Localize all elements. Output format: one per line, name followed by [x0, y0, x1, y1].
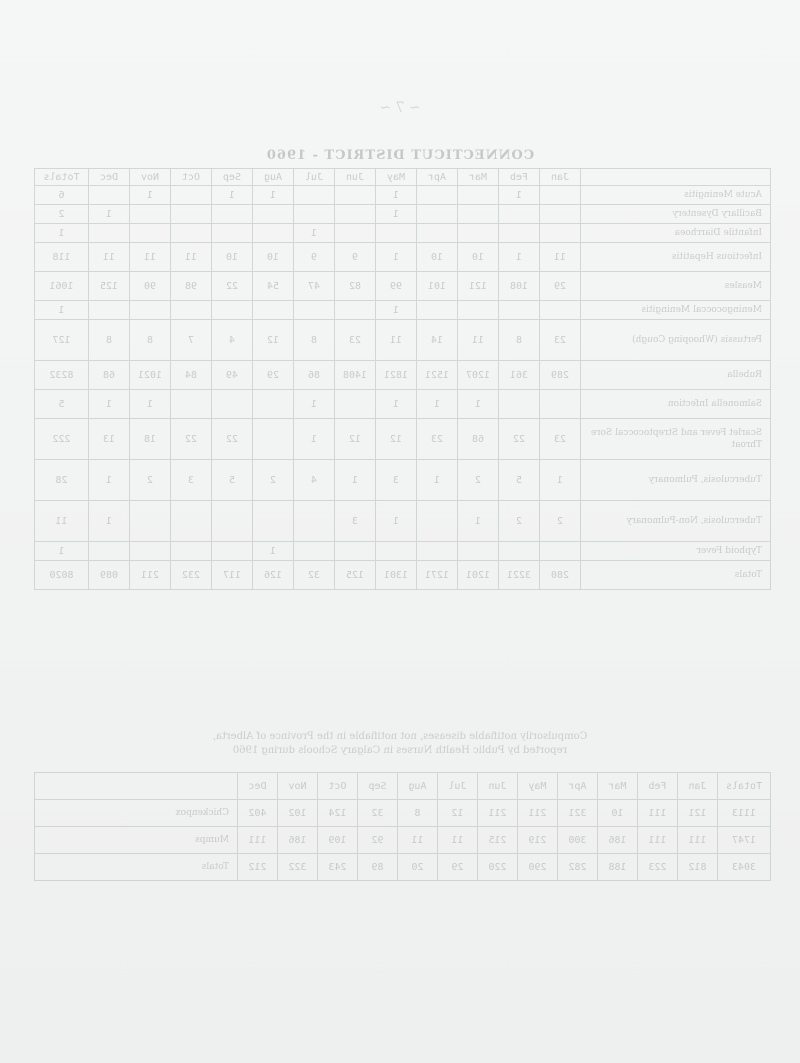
table-cell: 1 — [89, 460, 130, 501]
table-cell: 84 — [171, 361, 212, 390]
table-cell: 29 — [540, 272, 581, 301]
table-cell: 1 — [417, 390, 458, 419]
table-cell — [540, 542, 581, 561]
table-cell: 1747 — [718, 827, 771, 854]
table-cell: 8 — [294, 320, 335, 361]
table-cell: 1 — [376, 501, 417, 542]
table-cell: 121 — [458, 272, 499, 301]
table-cell: 29 — [438, 854, 478, 881]
table-cell: 1 — [294, 224, 335, 243]
table-cell: 10 — [458, 243, 499, 272]
table-cell: 1 — [417, 460, 458, 501]
table-cell: 1 — [376, 205, 417, 224]
table-cell: 22 — [212, 419, 253, 460]
table-cell: 280 — [540, 561, 581, 590]
table-row — [35, 186, 771, 205]
table-cell: 29 — [253, 361, 294, 390]
row-label: Infantile Diarrhoea — [581, 224, 771, 243]
table-cell: 3 — [376, 460, 417, 501]
table-cell: 12 — [253, 320, 294, 361]
table-cell: 68 — [89, 361, 130, 390]
table-cell: 220 — [478, 854, 518, 881]
header-cell: Apr — [558, 773, 598, 800]
table-cell: 1 — [294, 419, 335, 460]
table-cell — [89, 186, 130, 205]
table-cell: 5 — [499, 460, 540, 501]
table-row — [35, 205, 771, 224]
table-cell: 1 — [35, 542, 89, 561]
table-header-row — [35, 169, 771, 186]
table-cell: 11 — [540, 243, 581, 272]
header-cell: Mar — [598, 773, 638, 800]
table-cell — [294, 301, 335, 320]
table-cell: 12 — [376, 419, 417, 460]
table-cell — [171, 501, 212, 542]
table-cell: 68 — [458, 419, 499, 460]
table-cell — [499, 542, 540, 561]
row-label: Measles — [581, 272, 771, 301]
table-cell: 232 — [171, 561, 212, 590]
table-cell — [212, 390, 253, 419]
header-cell: Jun — [335, 169, 376, 186]
row-label: Pertussis (Whooping Cough) — [581, 320, 771, 361]
row-label: Acute Meningitis — [581, 186, 771, 205]
table-cell: 1 — [89, 390, 130, 419]
table-cell: 124 — [318, 800, 358, 827]
table-cell: 1 — [540, 460, 581, 501]
table-cell — [458, 205, 499, 224]
table-cell — [130, 301, 171, 320]
table-cell: 10 — [598, 800, 638, 827]
table-cell — [335, 390, 376, 419]
table-cell: 1 — [294, 390, 335, 419]
header-cell: Sep — [212, 169, 253, 186]
table-cell — [540, 224, 581, 243]
table-cell: 1 — [35, 224, 89, 243]
table-cell: 1408 — [335, 361, 376, 390]
table-cell: 1 — [253, 542, 294, 561]
table-cell: 1 — [499, 186, 540, 205]
row-label: Salmonella Infection — [581, 390, 771, 419]
table-cell — [171, 224, 212, 243]
table-cell: 22 — [212, 272, 253, 301]
row-label: Tuberculosis, Pulmonary — [581, 460, 771, 501]
table-cell — [417, 501, 458, 542]
table-cell: 2 — [458, 460, 499, 501]
table-cell: 5 — [212, 460, 253, 501]
table-cell: 812 — [678, 854, 718, 881]
table-cell: 22 — [499, 419, 540, 460]
table-cell — [253, 501, 294, 542]
table-cell: 1201 — [458, 561, 499, 590]
table-row — [35, 854, 771, 881]
table-cell: 126 — [253, 561, 294, 590]
table-cell: 18 — [130, 419, 171, 460]
row-label: Mumps — [35, 827, 238, 854]
table-cell — [130, 542, 171, 561]
table-cell: 111 — [678, 827, 718, 854]
page-number: ~ 7 ~ — [379, 100, 421, 116]
header-cell: Jul — [438, 773, 478, 800]
header-cell: Dec — [89, 169, 130, 186]
header-cell: Totals — [718, 773, 771, 800]
table-cell: 1113 — [718, 800, 771, 827]
table-cell: 11 — [438, 827, 478, 854]
table-cell — [253, 301, 294, 320]
header-cell: Dec — [238, 773, 278, 800]
table-cell: 3043 — [718, 854, 771, 881]
table-cell: 6 — [35, 186, 89, 205]
table-cell: 1207 — [458, 361, 499, 390]
table-cell — [417, 542, 458, 561]
table-row — [35, 243, 771, 272]
table-row — [35, 419, 771, 460]
table-cell: 211 — [518, 800, 558, 827]
table-cell: 121 — [678, 800, 718, 827]
page-title: CONNECTICUT DISTRICT - 1960 — [265, 148, 535, 163]
table-cell: 289 — [540, 361, 581, 390]
table-cell: 2 — [499, 501, 540, 542]
row-label: Tuberculosis, Non-Pulmonary — [581, 501, 771, 542]
table-cell: 11 — [89, 243, 130, 272]
table-row — [35, 390, 771, 419]
table-cell: 1 — [130, 390, 171, 419]
table-cell: 11 — [376, 320, 417, 361]
header-cell: Nov — [130, 169, 171, 186]
table-cell — [294, 501, 335, 542]
table-cell: 111 — [638, 800, 678, 827]
table-cell — [253, 224, 294, 243]
table-cell: 82 — [335, 272, 376, 301]
table-cell — [212, 542, 253, 561]
table-cell — [499, 224, 540, 243]
table-cell — [130, 205, 171, 224]
table-cell: 11 — [398, 827, 438, 854]
table-cell: 89 — [358, 854, 398, 881]
table-cell — [212, 224, 253, 243]
table-cell: 188 — [598, 854, 638, 881]
table-cell: 290 — [518, 854, 558, 881]
table-cell: 1 — [212, 186, 253, 205]
school-disease-table — [34, 772, 771, 881]
table-cell: 4 — [212, 320, 253, 361]
table-cell — [89, 224, 130, 243]
row-label: Totals — [581, 561, 771, 590]
table-cell: 86 — [294, 361, 335, 390]
table-cell — [458, 301, 499, 320]
table-cell: 2 — [540, 501, 581, 542]
table-cell: 12 — [438, 800, 478, 827]
table-cell: 1061 — [35, 272, 89, 301]
table-cell — [294, 205, 335, 224]
table-cell — [499, 301, 540, 320]
table-cell — [540, 186, 581, 205]
table-header-row — [35, 773, 771, 800]
table-cell: 215 — [478, 827, 518, 854]
table-row — [35, 272, 771, 301]
header-cell: Oct — [318, 773, 358, 800]
table-cell: 282 — [558, 854, 598, 881]
table-cell: 212 — [238, 854, 278, 881]
table-cell: 1 — [499, 243, 540, 272]
table-cell: 8 — [89, 320, 130, 361]
table-cell: 10 — [212, 243, 253, 272]
header-cell: Aug — [253, 169, 294, 186]
table-cell: 1 — [253, 186, 294, 205]
table-row — [35, 361, 771, 390]
row-label: Scarlet Fever and Streptococcal Sore Throat — [581, 419, 771, 460]
table-cell: 3 — [171, 460, 212, 501]
header-cell: Feb — [638, 773, 678, 800]
table-cell — [335, 186, 376, 205]
table-cell — [417, 186, 458, 205]
table-row — [35, 460, 771, 501]
table-cell: 54 — [253, 272, 294, 301]
table-cell: 125 — [89, 272, 130, 301]
table-cell — [294, 186, 335, 205]
note-line: reported by Public Health Nurses in Calgary Schools during 1960 — [232, 745, 568, 756]
table-cell — [253, 390, 294, 419]
table-cell — [335, 301, 376, 320]
note-line: Compulsorily notifiable diseases, not notifiable in the Province of Alberta, — [212, 731, 588, 742]
table-row — [35, 224, 771, 243]
table-cell — [458, 224, 499, 243]
table-cell — [294, 542, 335, 561]
header-cell-blank — [35, 773, 238, 800]
header-cell: Nov — [278, 773, 318, 800]
disease-table-body — [35, 186, 771, 590]
table-cell: 28 — [35, 460, 89, 501]
table-cell — [376, 224, 417, 243]
table-cell: 9 — [294, 243, 335, 272]
table-cell: 117 — [212, 561, 253, 590]
row-label: Typhoid Fever — [581, 542, 771, 561]
table-cell: 8 — [130, 320, 171, 361]
table-cell: 32 — [294, 561, 335, 590]
table-cell: 211 — [478, 800, 518, 827]
table-cell: 3221 — [499, 561, 540, 590]
table-cell: 186 — [598, 827, 638, 854]
table-cell: 111 — [238, 827, 278, 854]
table-cell — [335, 205, 376, 224]
table-cell: 23 — [417, 419, 458, 460]
table-cell: 7 — [171, 320, 212, 361]
table-cell — [335, 224, 376, 243]
table-cell: 14 — [417, 320, 458, 361]
table-cell: 322 — [278, 854, 318, 881]
table-cell: 11 — [130, 243, 171, 272]
table-cell: 1 — [376, 301, 417, 320]
table-cell — [499, 205, 540, 224]
table-cell: 1 — [376, 186, 417, 205]
table-cell: 11 — [458, 320, 499, 361]
table-cell: 12 — [335, 419, 376, 460]
header-cell: Jan — [678, 773, 718, 800]
table-cell — [253, 419, 294, 460]
table-row — [35, 542, 771, 561]
table-cell — [130, 224, 171, 243]
table-cell — [458, 186, 499, 205]
table-cell — [212, 301, 253, 320]
header-cell: Mar — [458, 169, 499, 186]
table-cell — [89, 542, 130, 561]
table-cell: 125 — [335, 561, 376, 590]
table-row — [35, 301, 771, 320]
table-cell — [130, 501, 171, 542]
table-cell: 32 — [358, 800, 398, 827]
table-cell — [171, 205, 212, 224]
table-cell: 1521 — [417, 361, 458, 390]
header-cell: Aug — [398, 773, 438, 800]
row-label: Totals — [35, 854, 238, 881]
header-cell: Sep — [358, 773, 398, 800]
table-cell: 23 — [540, 419, 581, 460]
row-label: Chickenpox — [35, 800, 238, 827]
header-cell: Feb — [499, 169, 540, 186]
table-cell — [212, 205, 253, 224]
table-cell: 1 — [35, 301, 89, 320]
table-cell: 11 — [35, 501, 89, 542]
table-row — [35, 561, 771, 590]
school-disease-table-body — [35, 800, 771, 881]
table-cell: 101 — [417, 272, 458, 301]
table-cell: 1 — [89, 501, 130, 542]
table-cell: 1 — [89, 205, 130, 224]
table-cell: 211 — [130, 561, 171, 590]
row-label: Rubella — [581, 361, 771, 390]
table-cell: 1271 — [417, 561, 458, 590]
table-cell: 22 — [171, 419, 212, 460]
table-cell — [335, 542, 376, 561]
table-cell — [417, 224, 458, 243]
table-cell: 219 — [518, 827, 558, 854]
table-cell — [540, 205, 581, 224]
table-cell: 10 — [417, 243, 458, 272]
header-cell: Jul — [294, 169, 335, 186]
table-cell: 102 — [278, 800, 318, 827]
table-cell: 4 — [294, 460, 335, 501]
table-cell — [171, 542, 212, 561]
table-cell: 47 — [294, 272, 335, 301]
table-cell: 10 — [253, 243, 294, 272]
table-cell: 23 — [335, 320, 376, 361]
table-cell: 20 — [398, 854, 438, 881]
table-cell: 13 — [89, 419, 130, 460]
table-cell: 8 — [398, 800, 438, 827]
table-cell: 2 — [253, 460, 294, 501]
table-cell: 1301 — [376, 561, 417, 590]
table-cell: 186 — [278, 827, 318, 854]
header-cell-blank — [581, 169, 771, 186]
table-cell: 1021 — [130, 361, 171, 390]
table-cell: 8232 — [35, 361, 89, 390]
row-label: Bacillary Dysentery — [581, 205, 771, 224]
header-cell: May — [518, 773, 558, 800]
table-cell: 300 — [558, 827, 598, 854]
table-cell: 108 — [499, 272, 540, 301]
table-cell — [89, 301, 130, 320]
table-cell: 92 — [358, 827, 398, 854]
table-cell: 109 — [318, 827, 358, 854]
table-cell — [458, 542, 499, 561]
table-cell: 127 — [35, 320, 89, 361]
table-cell: 1 — [376, 390, 417, 419]
table-cell: 99 — [376, 272, 417, 301]
table-row — [35, 320, 771, 361]
table-row — [35, 827, 771, 854]
table-cell — [540, 301, 581, 320]
table-cell — [417, 205, 458, 224]
table-cell: 1 — [458, 501, 499, 542]
table-cell: 1 — [458, 390, 499, 419]
table-cell — [212, 501, 253, 542]
header-cell: May — [376, 169, 417, 186]
table-cell: 3 — [335, 501, 376, 542]
header-cell: Totals — [35, 169, 89, 186]
header-cell: Oct — [171, 169, 212, 186]
table-cell — [253, 205, 294, 224]
table-cell — [540, 390, 581, 419]
table-cell: 9 — [335, 243, 376, 272]
table-cell: 1 — [130, 186, 171, 205]
table-cell: 8020 — [35, 561, 89, 590]
table-cell — [171, 186, 212, 205]
table-cell: 089 — [89, 561, 130, 590]
table-note — [60, 730, 740, 758]
table-cell: 2 — [35, 205, 89, 224]
table-cell: 223 — [638, 854, 678, 881]
table-cell: 2 — [130, 460, 171, 501]
table-cell: 1 — [335, 460, 376, 501]
row-label: Meningococcal Meningitis — [581, 301, 771, 320]
table-cell — [417, 301, 458, 320]
disease-table — [34, 168, 771, 590]
table-cell: 23 — [540, 320, 581, 361]
table-cell: 321 — [558, 800, 598, 827]
header-cell: Apr — [417, 169, 458, 186]
table-cell: 5 — [35, 390, 89, 419]
table-cell: 118 — [35, 243, 89, 272]
table-cell: 361 — [499, 361, 540, 390]
table-cell: 222 — [35, 419, 89, 460]
table-cell: 8 — [499, 320, 540, 361]
table-cell — [376, 542, 417, 561]
table-cell: 98 — [171, 272, 212, 301]
table-row — [35, 501, 771, 542]
table-cell — [499, 390, 540, 419]
header-cell: Jun — [478, 773, 518, 800]
table-cell: 49 — [212, 361, 253, 390]
table-cell — [171, 390, 212, 419]
table-cell: 243 — [318, 854, 358, 881]
header-cell: Jan — [540, 169, 581, 186]
table-cell: 402 — [238, 800, 278, 827]
table-cell: 90 — [130, 272, 171, 301]
table-row — [35, 800, 771, 827]
table-cell: 1 — [376, 243, 417, 272]
table-cell: 111 — [638, 827, 678, 854]
table-cell — [171, 301, 212, 320]
table-cell: 11 — [171, 243, 212, 272]
table-cell: 1821 — [376, 361, 417, 390]
row-label: Infectious Hepatitis — [581, 243, 771, 272]
